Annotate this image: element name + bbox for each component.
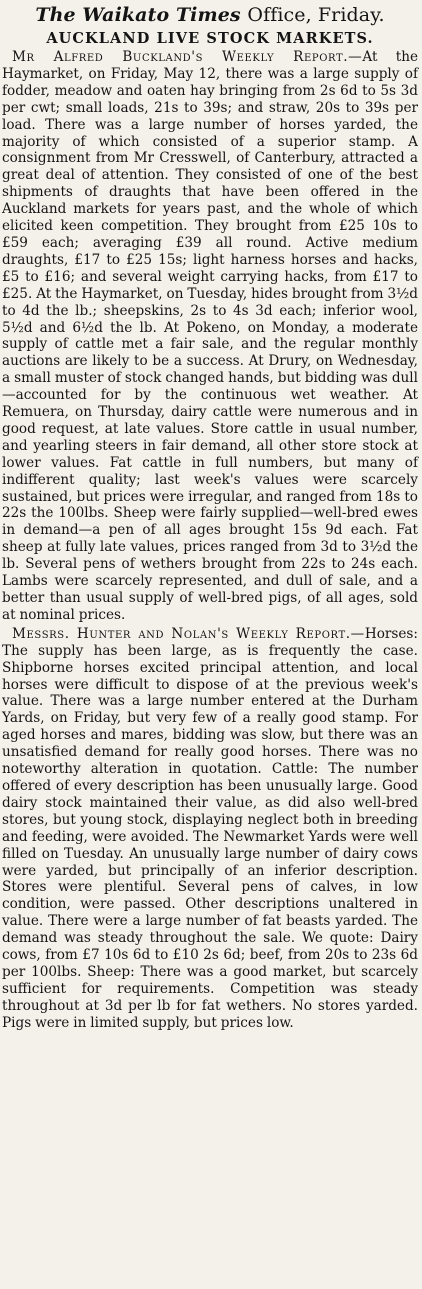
report-hunter-nolan	[2, 626, 418, 1032]
report-buckland	[2, 49, 418, 624]
report-lead: Mr Alfred Buckland's Weekly Report.—	[12, 49, 363, 65]
paper-name: The Waikato Times	[35, 4, 241, 26]
dateline-rest: Office, Friday.	[247, 4, 385, 26]
dateline	[2, 2, 418, 28]
report-lead: Messrs. Hunter and Nolan's Weekly Report.—	[12, 625, 365, 642]
article-heading: AUCKLAND LIVE STOCK MARKETS.	[46, 30, 374, 47]
report-body: At the Haymarket, on Friday, May 12, there was a large supply of fodder, meadow and oaten hay bringing from 2s 6d to 5s 3d per cwt; small loads, 21s to 39s; and straw, 20s to 39s per load. There was a large number of horses yarded, the majority of which consisted of a superior stamp. A consignment from Mr Cresswell, of Canterbury, attracted a great deal of attention. They consisted of one of the best shipments of draughts that have been offered in the Auckland markets for years past, and the whole of which elicited keen competition. They brought from £25 10s to £59 each; averaging £39 all round. Active medium draughts, £17 to £25 15s; light harness horses and hacks, £5 to £16; and several weight carrying hacks, from £17 to £25. At the Haymarket, on Tuesday, hides brought from 3½d to 4d the lb.; sheepskins, 2s to 4s 3d each; inferior wool, 5½d and 6½d the lb. At Pokeno, on Monday, a moderate supply of cattle met a fair sale, and the regular monthly auctions are likely to be a success. At Drury, on Wednesday, a small muster of stock changed hands, but bidding was dull—accounted for by the continuous wet weather. At Remuera, on Thursday, dairy cattle were numerous and in good request, at late values. Store cattle in usual number, and yearling steers in fair demand, all other store stock at lower values. Fat cattle in full numbers, but many of indifferent quality; last week's values were scarcely sustained, but prices were irregular, and ranged from 18s to 22s the 100lbs. Sheep were fairly supplied—well-bred ewes in demand—a pen of all ages brought 15s 9d each. Fat sheep at fully late values, prices ranged from 3d to 3½d the lb. Several pens of wethers brought from 22s to 24s each. Lambs were scarcely represented, and dull of sale, and a better than usual supply of well-bred pigs, of all ages, sold at nominal prices.	[2, 49, 418, 623]
report-body: Horses: The supply has been large, as is frequently the case. Shipborne horses excited principal attention, and local horses were difficult to dispose of at the previous week's value. There was a large number entered at the Durham Yards, on Friday, but very few of a really good stamp. For aged horses and mares, bidding was slow, but there was an unsatisfied demand for really good horses. There was no noteworthy alteration in quotation. Cattle: The number offered of every description has been unusually large. Good dairy stock maintained their value, as did also well-bred stores, but young stock, displaying neglect both in breeding and feeding, were avoided. The Newmarket Yards were well filled on Tuesday. An unusually large number of dairy cows were yarded, but principally of an inferior description. Stores were plentiful. Several pens of calves, in low condition, were passed. Other descriptions unaltered in value. There were a large number of fat beasts yarded. The demand was steady throughout the sale. We quote: Dairy cows, from £7 10s 6d to £10 2s 6d; beef, from 20s to 23s 6d per 100lbs. Sheep: There was a good market, but scarcely sufficient for requirements. Competition was steady throughout at 3d per lb for fat wethers. No stores yarded. Pigs were in limited supply, but prices low.	[2, 625, 418, 1031]
